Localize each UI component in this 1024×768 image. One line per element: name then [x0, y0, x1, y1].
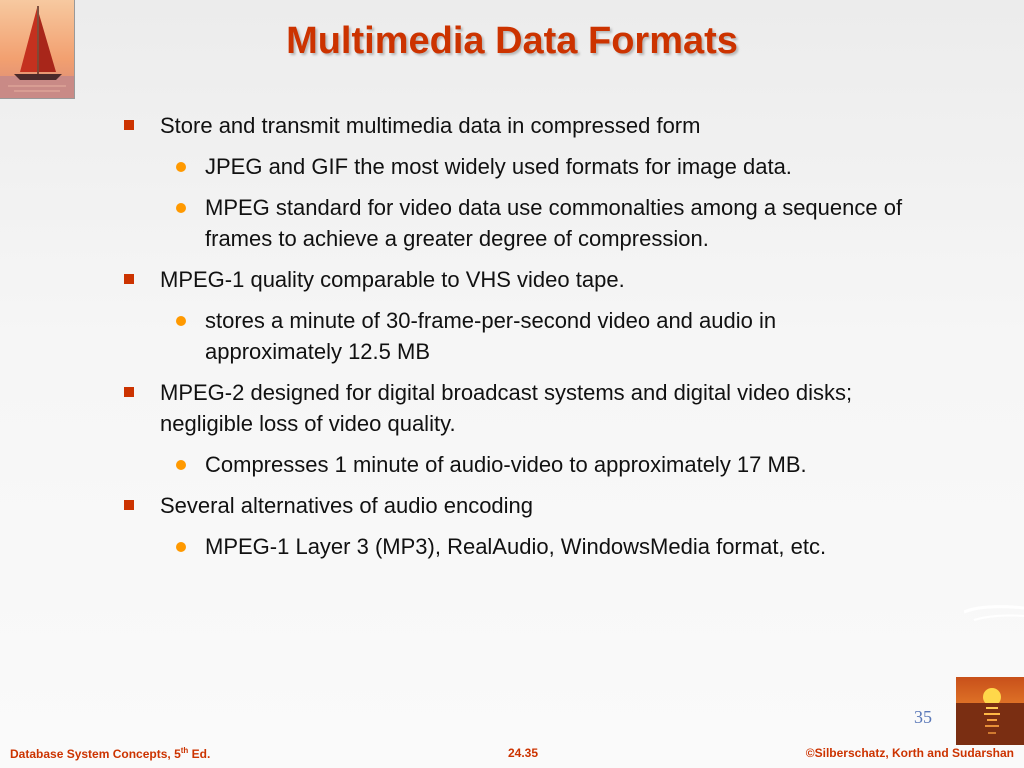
page-number: 35 [914, 707, 932, 727]
sub-bullet-item [124, 449, 914, 480]
round-bullet-icon [176, 203, 186, 213]
footer-copyright: ©Silberschatz, Korth and Sudarshan [805, 746, 1014, 760]
sub-bullet-item [124, 151, 914, 182]
footer-title-sup: th [180, 746, 189, 755]
bullet-item [124, 490, 914, 521]
bullet-item [124, 264, 914, 295]
slide-title: Multimedia Data Formats [286, 20, 738, 62]
wave-decoration [964, 600, 1024, 630]
sub-bullet-item [124, 305, 914, 367]
bullet-text: MPEG-1 quality comparable to VHS video tape. [160, 267, 625, 292]
round-bullet-icon [176, 162, 186, 172]
footer-book-title [10, 746, 210, 761]
bullet-list [124, 108, 914, 572]
bullet-item [124, 377, 914, 439]
footer-title-text: Database System Concepts, 5 [10, 747, 181, 761]
bullet-text: MPEG standard for video data use commonalties among a sequence of frames to achieve a greater degree of compression. [205, 195, 903, 251]
bullet-text: Several alternatives of audio encoding [160, 493, 534, 518]
footer-title-end: Ed. [188, 747, 211, 761]
sub-bullet-item [124, 192, 914, 254]
bullet-text: MPEG-1 Layer 3 (MP3), RealAudio, WindowsMedia format, etc. [205, 534, 827, 559]
sunset-sea-icon [956, 677, 1024, 745]
square-bullet-icon [124, 120, 134, 130]
bullet-item [124, 110, 914, 141]
square-bullet-icon [124, 387, 134, 397]
round-bullet-icon [176, 316, 186, 326]
round-bullet-icon [176, 542, 186, 552]
bullet-text: Compresses 1 minute of audio-video to approximately 17 MB. [205, 452, 807, 477]
bullet-text: stores a minute of 30-frame-per-second video and audio in approximately 12.5 MB [205, 308, 777, 364]
bullet-text: Store and transmit multimedia data in compressed form [160, 113, 701, 138]
square-bullet-icon [124, 274, 134, 284]
bullet-text: MPEG-2 designed for digital broadcast systems and digital video disks; negligible loss of video quality. [160, 380, 853, 436]
round-bullet-icon [176, 460, 186, 470]
sub-bullet-item [124, 531, 914, 562]
footer-slide-number: 24.35 [508, 746, 539, 760]
square-bullet-icon [124, 500, 134, 510]
bullet-text: JPEG and GIF the most widely used formats for image data. [205, 154, 792, 179]
